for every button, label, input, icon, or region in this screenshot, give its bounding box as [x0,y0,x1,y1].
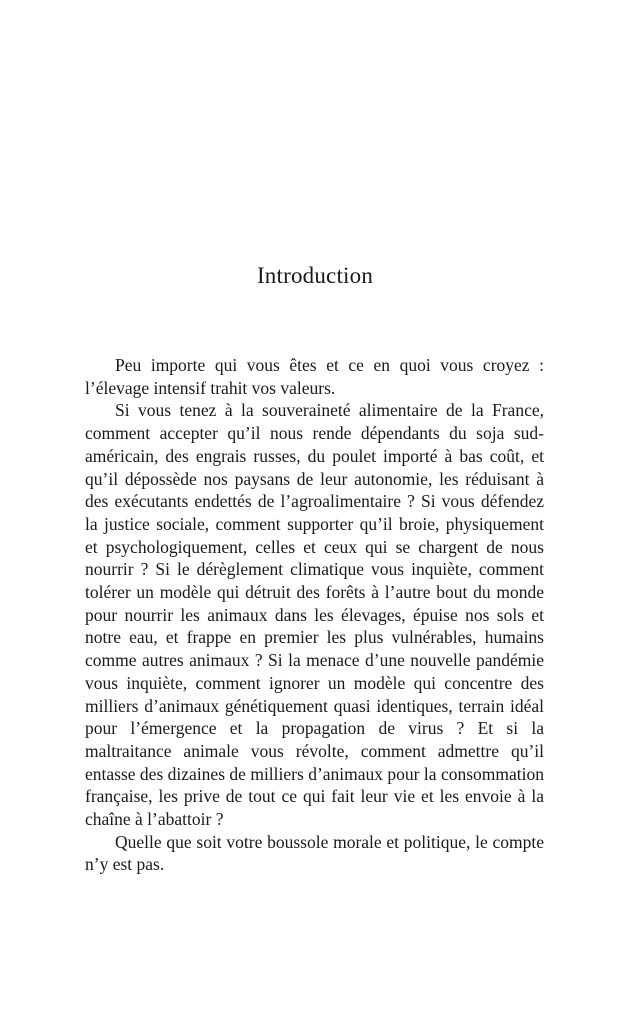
paragraph-1: Peu importe qui vous êtes et ce en quoi vous croyez : l’élevage intensif trahit vos valeurs. [85,355,544,398]
paragraph-3: Quelle que soit votre boussole morale et politique, le compte n’y est pas. [85,831,544,875]
paragraph-2: Si vous tenez à la souveraineté alimentaire de la France, comment accepter qu’il nous rende dépendants du soja sud-américain, des engrais russes, du poulet importé à bas coût, et qu’il dépossède nos paysans de leur autonomie, les réduisant à des exécutants endettés de l’agroalimentaire ? Si vous défendez la justice sociale, comment supporter qu’il broie, physiquement et psychologiquement, celles et ceux qui se chargent de nous nourrir ? Si le dérèglement climatique vous inquiète, comment tolérer un modèle qui détruit des forêts à l’autre bout du monde pour nourrir les animaux dans les élevages, épuise nos sols et notre eau, et frappe en premier les plus vulnérables, humains comme autres animaux ? Si la menace d’une nouvelle pandémie vous inquiète, comment ignorer un modèle qui concentre des milliers d’animaux génétiquement quasi identiques, terrain idéal pour l’émergence et la propagation de virus ? Et si la maltraitance animale vous révolte, comment admettre qu’il entasse des dizaines de milliers d’animaux pour la consommation française, les prive de tout ce qui fait leur vie et les envoie à la chaîne à l’abattoir ? [85,400,544,830]
chapter-body [85,354,544,876]
chapter-title: Introduction [256,263,374,288]
